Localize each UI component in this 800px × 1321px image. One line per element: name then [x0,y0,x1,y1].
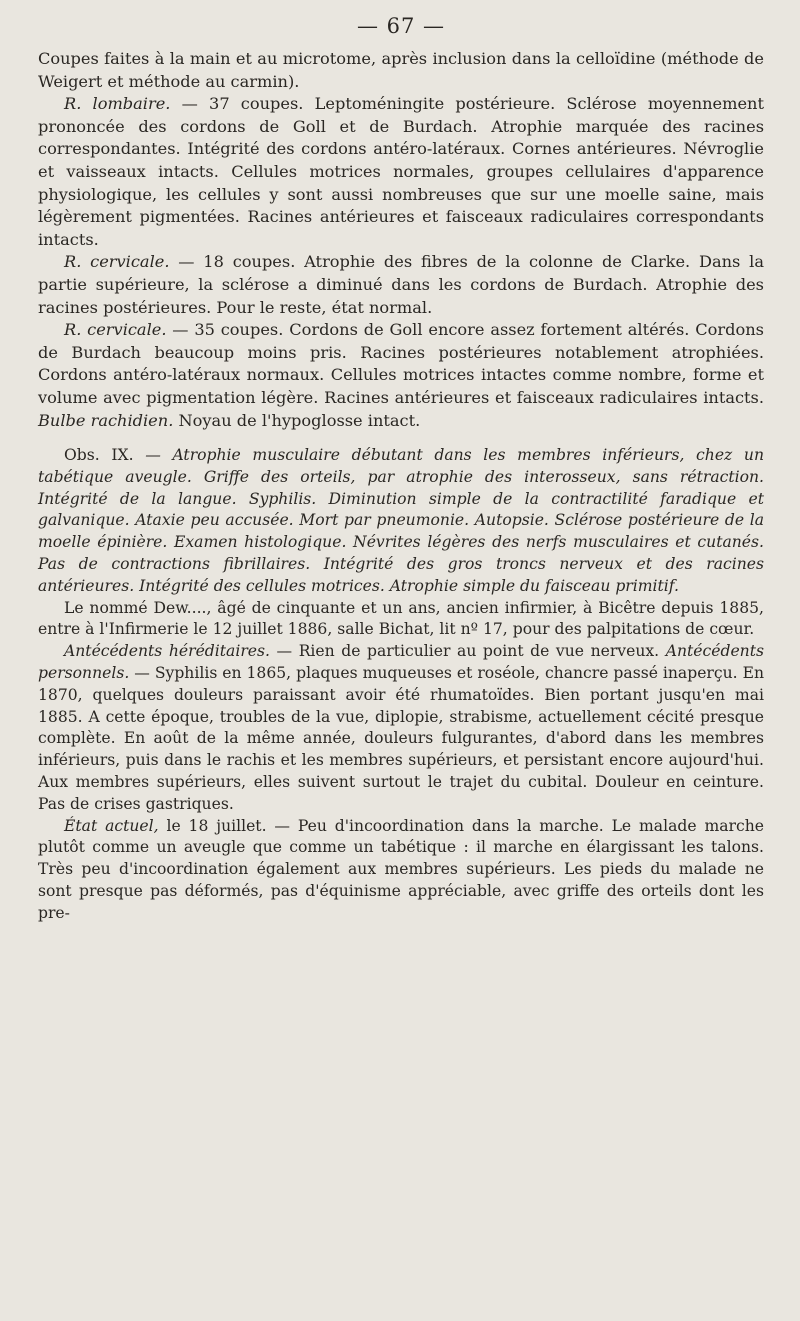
observation-title: — Atrophie musculaire débutant dans les membres inférieurs, chez un tabétique aveugle. Griffe des orteils, par atrophie des interosseux, sans rétraction. Intégrité de la langue. Syphilis. Diminution simple de la contractilité faradique et galvanique. Ataxie peu accusée. Mort par pneumonie. Autopsie. Sclérose postérieure de la moelle épinière. Examen histologique. Névrites légères des nerfs musculaires et cutanés. Pas de contractions fibrillaires. Intégrité des gros troncs nerveux et des racines antérieures. Intégrité des cellules motrices. Atrophie simple du faisceau primitif. [38,446,764,595]
bulbe-label: Bulbe rachidien. [38,410,174,430]
paragraph-cervicale-2 [38,319,764,432]
personnels-text: — Syphilis en 1865, plaques muqueuses et roséole, chancre passé inaperçu. En 1870, quelques douleurs paraissant avoir été rhumatoïdes. Bien portant jusqu'en mai 1885. A cette époque, troubles de la vue, diplopie, strabisme, actuellement cécité presque complète. En août de la même année, douleurs fulgurantes, d'abord dans les membres inférieurs, puis dans le rachis et les membres supérieurs, et persistant encore aujourd'hui. Aux membres supérieurs, elles suivent surtout le trajet du cubital. Douleur en ceinture. Pas de crises gastriques. [38,664,765,813]
intro-text: Coupes faites à la main et au microtome, après inclusion dans la celloïdine (méthode de Weigert et méthode au carmin). [38,49,764,91]
antecedents-text: — Rien de particulier au point de vue nerveux. [269,642,666,661]
observation-heading [38,445,764,598]
cervicale-2-tail: Noyau de l'hypoglosse intact. [173,410,421,430]
paragraph-etat-actuel [38,816,764,925]
observation-label: Obs. IX. [64,446,134,465]
cervicale-1-text: — 18 coupes. Atrophie des fibres de la colonne de Clarke. Dans la partie supérieure, la sclérose a diminué dans les cordons de Burdach. Atrophie des racines postérieures. Pour le reste, état normal. [38,252,764,317]
etat-text: le 18 juillet. — Peu d'incoordination dans la marche. Le malade marche plutôt comme un aveugle que comme un tabétique : il marche en élargissant les talons. Très peu d'incoordination également aux membres supérieurs. Les pieds du malade ne sont presque pas déformés, pas d'équinisme appréciable, avec griffe des orteils dont les pre- [38,816,764,922]
observation-section [38,445,764,925]
paragraph-lombaire [38,93,764,251]
lombaire-label: R. lombaire. [64,94,171,114]
histology-section [38,48,764,432]
paragraph-patient [38,598,764,642]
cervicale-1-label: R. cervicale. [64,252,170,272]
lombaire-text: — 37 coupes. Leptoméningite postérieure. Sclérose moyennement prononcée des cordons de Goll et de Burdach. Atrophie marquée des racines correspondantes. Intégrité des cordons antéro-latéraux. Cornes antérieures. Névroglie et vaisseaux intacts. Cellules motrices normales, groupes cellulaires d'apparence physiologique, les cellules y sont aussi nombreuses que sur une moelle saine, mais légèrement pigmentées. Racines antérieures et faisceaux radiculaires correspondants intacts. [38,94,764,249]
paragraph-antecedents [38,641,764,815]
patient-text: Le nommé Dew...., âgé de cinquante et un ans, ancien infirmier, à Bicêtre depuis 1885, entre à l'Infirmerie le 12 juillet 1886, salle Bichat, lit nº 17, pour des palpitations de cœur. [38,598,764,639]
page-number: — 67 — [356,14,446,38]
cervicale-2-label: R. cervicale. [64,320,167,340]
paragraph-intro [38,48,764,93]
paragraph-cervicale-1 [38,251,764,319]
cervicale-2-text: — 35 coupes. Cordons de Goll encore assez fortement altérés. Cordons de Burdach beaucoup moins pris. Racines postérieures notablement atrophiées. Cordons antéro-latéraux normaux. Cellules motrices intactes comme nombre, forme et volume avec pigmentation légère. Racines antérieures et faisceaux radiculaires intacts. [38,320,764,407]
personnels-label: Antécédents personnels. [38,642,764,683]
antecedents-label: Antécédents héréditaires. [64,642,270,661]
etat-label: État actuel, [64,816,159,835]
